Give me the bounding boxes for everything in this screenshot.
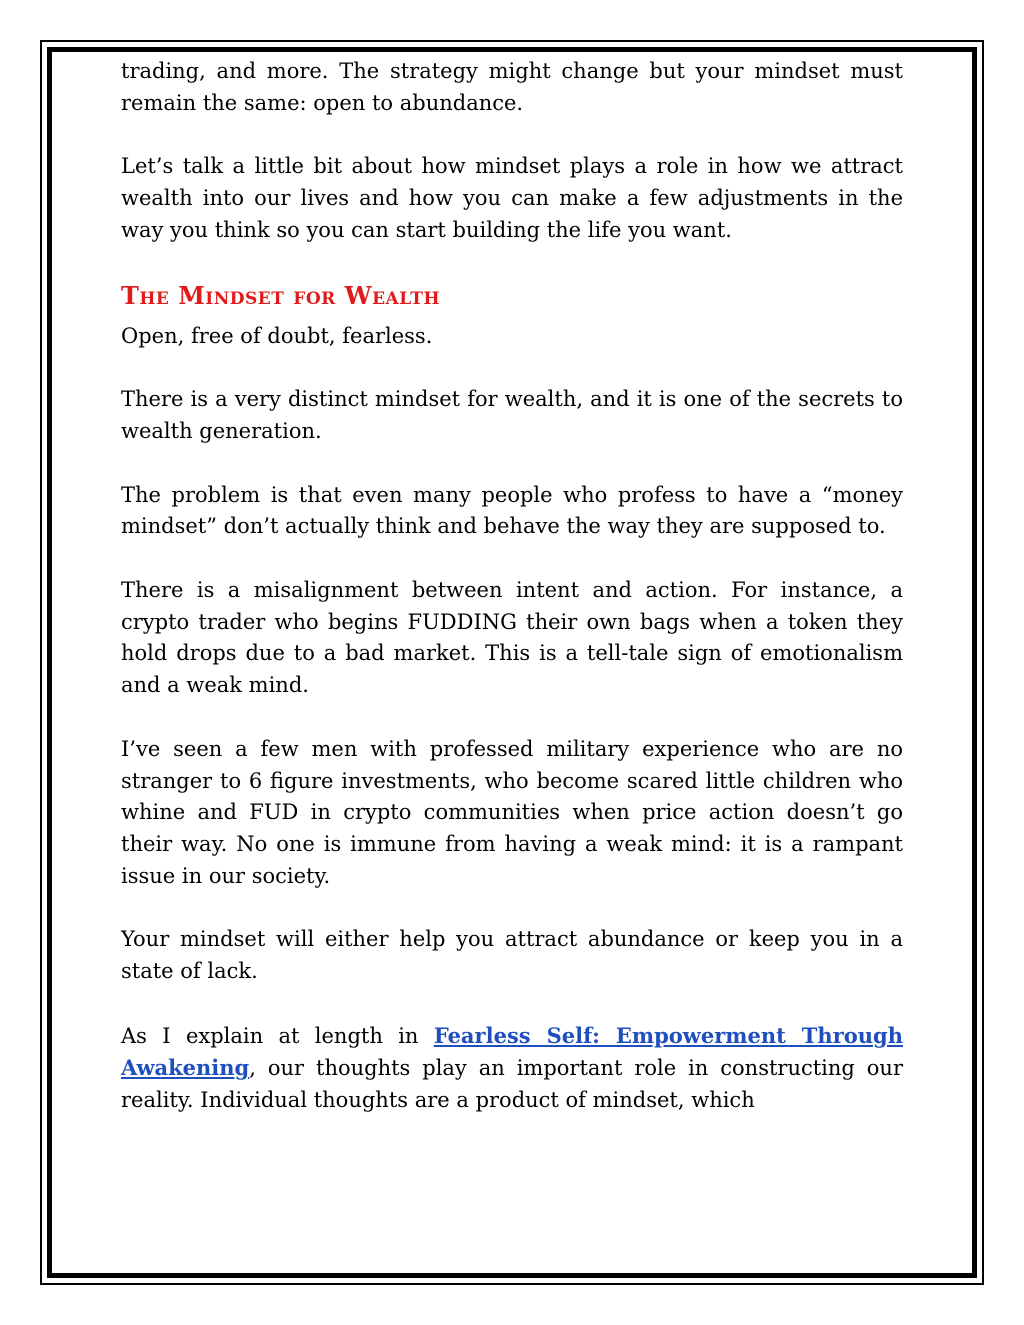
link-trailing-text: , our thoughts play an important role in constructing our reality. Individual thoughts are a product of mindset, which xyxy=(121,1056,903,1113)
paragraph: I’ve seen a few men with professed military experience who are no stranger to 6 figure investments, who become scared little children who whine and FUD in crypto communities when price action doesn’t go their way. No one is immune from having a weak mind: it is a rampant issue in our society. xyxy=(121,736,903,888)
paragraph: There is a misalignment between intent and action. For instance, a crypto trader who begins FUDDING their own bags when a token they hold drops due to a bad market. This is a tell-tale sign of emotionalism and a weak mind. xyxy=(121,578,903,698)
paragraph: Your mindset will either help you attract abundance or keep you in a state of lack. xyxy=(121,927,903,984)
paragraph: The problem is that even many people who profess to have a “money mindset” don’t actually think and behave the way they are supposed to. xyxy=(121,482,903,539)
paragraph: Open, free of doubt, fearless. xyxy=(121,323,433,348)
book-link[interactable]: Fearless Self: Empowerment Through Awakening xyxy=(121,1022,903,1081)
paragraph: Let’s talk a little bit about how mindset plays a role in how we attract wealth into our lives and how you can make a few adjustments in the way you think so you can start building the life you want. xyxy=(121,154,903,242)
link-lead-text: As I explain at length in xyxy=(121,1023,434,1048)
page-content xyxy=(121,56,903,1149)
paragraph: There is a very distinct mindset for wealth, and it is one of the secrets to wealth generation. xyxy=(121,387,903,443)
paragraph-with-link xyxy=(121,1020,903,1117)
section-heading: The Mindset for Wealth xyxy=(121,280,441,310)
paragraph: trading, and more. The strategy might change but your mindset must remain the same: open to abundance. xyxy=(121,59,903,115)
